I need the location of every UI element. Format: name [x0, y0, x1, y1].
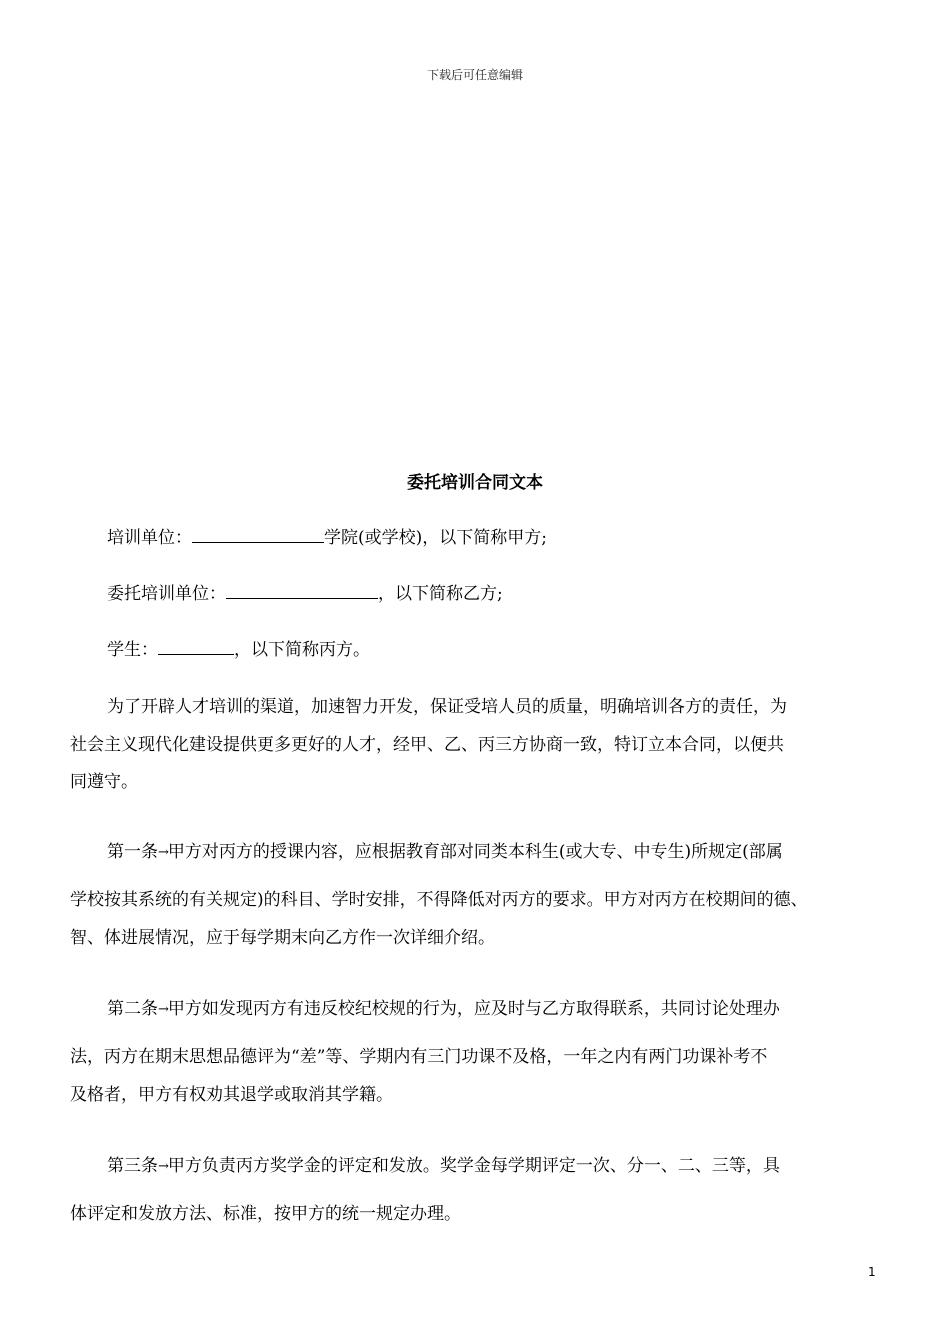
arrow-icon: →: [158, 1002, 168, 1017]
arrow-icon: →: [158, 845, 168, 860]
article-2-line-2: 法，丙方在期末思想品德评为“差”等、学期内有三门功课不及格，一年之内有两门功课补考不: [70, 1047, 768, 1067]
training-unit-blank[interactable]: [192, 526, 324, 543]
article-2-line-1: 第二条→甲方如发现丙方有违反校纪校规的行为，应及时与乙方取得联系，共同讨论处理办: [107, 997, 780, 1022]
document-title: 委托培训合同文本: [407, 473, 543, 493]
article-1-line-3: 智、体进展情况，应于每学期末向乙方作一次详细介绍。: [70, 928, 495, 948]
party-training-unit: [107, 526, 547, 550]
entrusting-unit-blank[interactable]: [226, 582, 378, 599]
student-label: 学生：: [107, 640, 158, 660]
page-number: 1: [868, 1265, 876, 1279]
preamble-line-1: 为了开辟人才培训的渠道，加速智力开发，保证受培人员的质量，明确培训各方的责任，为: [107, 697, 787, 717]
entrusting-unit-suffix: ，以下简称乙方;: [378, 584, 503, 604]
training-unit-label: 培训单位：: [107, 528, 192, 548]
article-1-line-1: 第一条→甲方对丙方的授课内容，应根据教育部对同类本科生(或大专、中专生)所规定(部属: [107, 840, 783, 865]
page-header: 下载后可任意编辑: [426, 68, 523, 82]
training-unit-suffix: 学院(或学校)，以下简称甲方;: [324, 528, 547, 548]
student-suffix: ，以下简称丙方。: [234, 640, 370, 660]
entrusting-unit-label: 委托培训单位：: [107, 584, 226, 604]
arrow-icon: →: [158, 1159, 168, 1174]
student-blank[interactable]: [158, 638, 234, 655]
article-1-line-2: 学校按其系统的有关规定)的科目、学时安排，不得降低对丙方的要求。甲方对丙方在校期间的德、: [70, 890, 808, 910]
article-3-line-2: 体评定和发放方法、标准，按甲方的统一规定办理。: [70, 1204, 461, 1224]
article-1-number: 第一条: [107, 842, 158, 862]
preamble-line-2: 社会主义现代化建设提供更多更好的人才，经甲、乙、丙三方协商一致，特订立本合同，以便共: [70, 735, 784, 755]
party-student: [107, 638, 370, 662]
article-2-line-3: 及格者，甲方有权劝其退学或取消其学籍。: [70, 1085, 393, 1105]
article-3-line-1: 第三条→甲方负责丙方奖学金的评定和发放。奖学金每学期评定一次、分一、二、三等，具: [107, 1154, 780, 1179]
preamble-line-3: 同遵守。: [70, 772, 138, 792]
party-entrusting-unit: [107, 582, 503, 606]
article-3-number: 第三条: [107, 1156, 158, 1176]
article-2-number: 第二条: [107, 999, 158, 1019]
